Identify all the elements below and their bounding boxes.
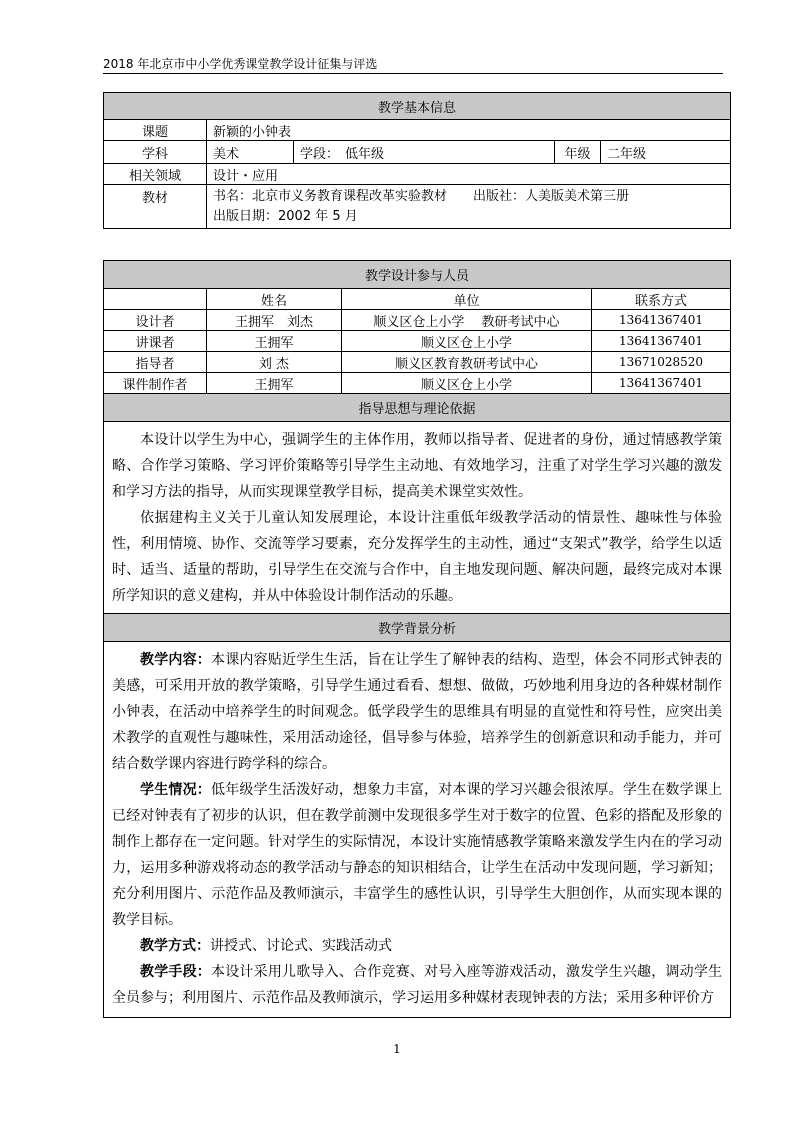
means-paragraph (112, 959, 722, 1011)
table-row (104, 373, 731, 394)
basic-info-title: 教学基本信息 (104, 93, 731, 120)
col-unit-header: 单位 (342, 289, 592, 310)
topic-label: 课题 (104, 120, 207, 141)
content-text: 本课内容贴近学生生活，旨在让学生了解钟表的结构、造型，体会不同形式钟表的美感，可采用开放的教学策略，引导学生通过看看、想想、做做，巧妙地利用身边的各种媒材制作小钟表，在活动中培养学生的时间观念。低学段学生的思维具有明显的直觉性和符号性，应突出美术教学的直观性与趣味性，采用活动途径，倡导参与体验，培养学生的创新意识和动手能力，并可结合数学课内容进行跨学科的综合。 (112, 652, 723, 772)
subject-label: 学科 (104, 141, 207, 164)
name-cell: 刘 杰 (207, 352, 342, 373)
content-label: 教学内容： (140, 652, 212, 668)
stage-label: 学段： (300, 146, 340, 162)
unit-cell: 顺义区仓上小学 (342, 331, 592, 352)
participants-title: 教学设计参与人员 (104, 261, 731, 289)
name-cell: 王拥军 (207, 373, 342, 394)
book-value: 北京市义务教育课程改革实验教材 (252, 189, 448, 204)
stage-cell (294, 141, 555, 164)
grade-label: 年级 (555, 141, 601, 164)
unit-cell: 顺义区仓上小学 (342, 373, 592, 394)
stage-value: 低年级 (345, 146, 385, 162)
field-label: 相关领域 (104, 164, 207, 185)
pubdate-label: 出版日期： (213, 209, 279, 224)
phone-cell: 13641367401 (592, 331, 731, 352)
role-cell: 课件制作者 (104, 373, 207, 394)
col-contact-header: 联系方式 (592, 289, 731, 310)
field-value: 设计・应用 (207, 164, 731, 185)
student-label: 学生情况： (140, 782, 212, 798)
material-value (207, 185, 731, 229)
means-label: 教学手段： (140, 964, 212, 980)
pubdate-value: 2002 年 5 月 (278, 209, 358, 224)
topic-value: 新颖的小钟表 (207, 120, 731, 141)
publisher-label: 出版社： (473, 189, 526, 204)
role-cell: 讲课者 (104, 331, 207, 352)
book-label: 书名： (213, 189, 253, 204)
phone-cell: 13641367401 (592, 373, 731, 394)
table-row (104, 352, 731, 373)
method-paragraph (112, 933, 722, 959)
phone-cell: 13641367401 (592, 310, 731, 331)
design-table (103, 260, 731, 1018)
grade-value: 二年级 (601, 141, 731, 164)
background-title: 教学背景分析 (104, 614, 731, 642)
guiding-paragraph-2: 依据建构主义关于儿童认知发展理论，本设计注重低年级教学活动的情景性、趣味性与体验性，利用情境、协作、交流等学习要素，充分发挥学生的主动性，通过“支架式”教学，给学生以适时、适当、适量的帮助，引导学生在交流与合作中，自主地发现问题、解决问题，最终完成对本课所学知识的意义建构，并从中体验设计制作活动的乐趣。 (112, 510, 723, 604)
col-name-header: 姓名 (207, 289, 342, 310)
unit-cell: 顺义区教育教研考试中心 (342, 352, 592, 373)
guiding-title: 指导思想与理论依据 (104, 394, 731, 422)
means-text: 本设计采用儿歌导入、合作竞赛、对号入座等游戏活动，激发学生兴趣，调动学生全员参与；利用图片、示范作品及教师演示，学习运用多种媒材表现钟表的方法；采用多种评价方 (112, 964, 723, 1006)
unit-cell: 顺义区仓上小学 教研考试中心 (342, 310, 592, 331)
material-label: 教材 (104, 185, 207, 229)
phone-cell: 13671028520 (592, 352, 731, 373)
role-cell: 指导者 (104, 352, 207, 373)
method-text: 讲授式、讨论式、实践活动式 (210, 938, 392, 954)
header-rule (103, 73, 723, 74)
publisher-value: 人美版美术第三册 (525, 189, 630, 204)
guiding-paragraph-1: 本设计以学生为中心，强调学生的主体作用，教师以指导者、促进者的身份，通过情感教学策略、合作学习策略、学习评价策略等引导学生主动地、有效地学习，注重了对学生学习兴趣的激发和学习方法的指导，从而实现课堂教学目标，提高美术课堂实效性。 (112, 432, 723, 500)
header-blank (104, 289, 207, 310)
table-row (104, 310, 731, 331)
basic-info-table (103, 92, 731, 229)
name-cell: 王拥军 (207, 331, 342, 352)
page-number: 1 (393, 1042, 401, 1056)
name-cell: 王拥军 刘杰 (207, 310, 342, 331)
page-header: 2018 年北京市中小学优秀课堂教学设计征集与评选 (103, 57, 378, 71)
student-paragraph (112, 777, 722, 933)
subject-value: 美术 (207, 141, 294, 164)
background-body (104, 642, 731, 1018)
table-row (104, 331, 731, 352)
role-cell: 设计者 (104, 310, 207, 331)
method-label: 教学方式： (140, 938, 210, 954)
student-text: 低年级学生活泼好动，想象力丰富，对本课的学习兴趣会很浓厚。学生在数学课上已经对钟表有了初步的认识，但在教学前测中发现很多学生对于数字的位置、色彩的搭配及形象的制作上都存在一定问题。针对学生的实际情况，本设计实施情感教学策略来激发学生内在的学习动力，运用多种游戏将动态的教学活动与静态的知识相结合，让学生在活动中发现问题，学习新知；充分利用图片、示范作品及教师演示，丰富学生的感性认识，引导学生大胆创作，从而实现本课的教学目标。 (112, 782, 723, 928)
guiding-body (104, 422, 731, 614)
content-paragraph (112, 647, 722, 777)
